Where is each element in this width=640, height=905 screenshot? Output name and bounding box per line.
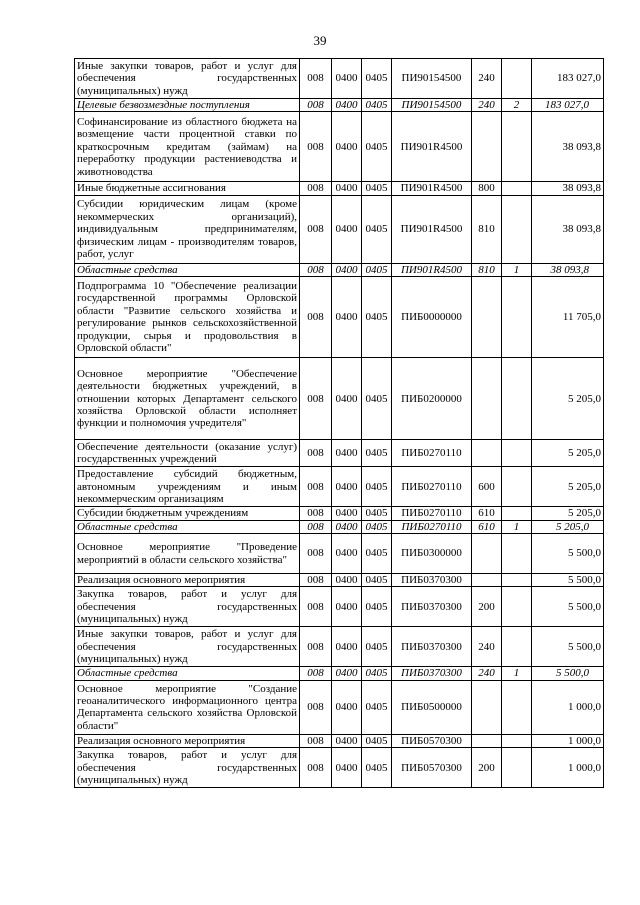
funding-source-cell: [502, 574, 532, 587]
subsection-code-cell: 0405: [362, 587, 392, 627]
subsection-code-cell: 0405: [362, 667, 392, 680]
admin-code-cell: 008: [300, 507, 332, 520]
table-row: [75, 587, 604, 627]
expense-type-cell: [472, 734, 502, 747]
admin-code-cell: 008: [300, 667, 332, 680]
table-row: [75, 667, 604, 680]
row-name-cell: Субсидии бюджетным учреждениям: [75, 507, 300, 520]
subsection-code-cell: 0405: [362, 263, 392, 276]
amount-cell: 5 205,0: [532, 467, 604, 507]
expense-type-cell: [472, 112, 502, 182]
table-row: [75, 277, 604, 358]
admin-code-cell: 008: [300, 520, 332, 533]
admin-code-cell: 008: [300, 734, 332, 747]
section-code-cell: 0400: [332, 520, 362, 533]
amount-cell: 5 205,0: [532, 440, 604, 467]
section-code-cell: 0400: [332, 112, 362, 182]
funding-source-cell: [502, 507, 532, 520]
section-code-cell: 0400: [332, 263, 362, 276]
row-name-cell: Областные средства: [75, 520, 300, 533]
expense-type-cell: [472, 574, 502, 587]
admin-code-cell: 008: [300, 627, 332, 667]
target-article-cell: ПИ90154500: [392, 99, 472, 112]
row-name-cell: Основное мероприятие "Создание геоаналитического информационного центра Департамента сельского хозяйства Орловской области": [75, 680, 300, 734]
subsection-code-cell: 0405: [362, 734, 392, 747]
funding-source-cell: [502, 534, 532, 574]
row-name-cell: Основное мероприятие "Проведение мероприятий в области сельского хозяйства": [75, 534, 300, 574]
table-row: [75, 574, 604, 587]
row-name-cell: Областные средства: [75, 263, 300, 276]
table-row: [75, 627, 604, 667]
expense-type-cell: 240: [472, 667, 502, 680]
expense-type-cell: 810: [472, 263, 502, 276]
admin-code-cell: 008: [300, 440, 332, 467]
table-row: [75, 680, 604, 734]
table-row: [75, 467, 604, 507]
subsection-code-cell: 0405: [362, 507, 392, 520]
section-code-cell: 0400: [332, 467, 362, 507]
subsection-code-cell: 0405: [362, 574, 392, 587]
table-row: [75, 182, 604, 195]
funding-source-cell: [502, 182, 532, 195]
target-article-cell: ПИБ0000000: [392, 277, 472, 358]
funding-source-cell: [502, 440, 532, 467]
row-name-cell: Иные бюджетные ассигнования: [75, 182, 300, 195]
expense-type-cell: [472, 440, 502, 467]
amount-cell: 183 027,0: [532, 99, 604, 112]
target-article-cell: ПИБ0370300: [392, 667, 472, 680]
amount-cell: 5 500,0: [532, 667, 604, 680]
target-article-cell: ПИ90154500: [392, 59, 472, 99]
expense-type-cell: 600: [472, 467, 502, 507]
row-name-cell: Субсидии юридическим лицам (кроме некоммерческих организаций), индивидуальным предпринимателям, физическим лицам - производителям товаров, работ, услуг: [75, 195, 300, 263]
subsection-code-cell: 0405: [362, 358, 392, 440]
table-row: [75, 520, 604, 533]
amount-cell: 1 000,0: [532, 680, 604, 734]
expense-type-cell: [472, 534, 502, 574]
amount-cell: 11 705,0: [532, 277, 604, 358]
amount-cell: 5 500,0: [532, 534, 604, 574]
amount-cell: 38 093,8: [532, 263, 604, 276]
subsection-code-cell: 0405: [362, 59, 392, 99]
row-name-cell: Закупка товаров, работ и услуг для обеспечения государственных (муниципальных) нужд: [75, 587, 300, 627]
expense-type-cell: 610: [472, 507, 502, 520]
subsection-code-cell: 0405: [362, 112, 392, 182]
table-row: [75, 507, 604, 520]
admin-code-cell: 008: [300, 195, 332, 263]
section-code-cell: 0400: [332, 59, 362, 99]
expense-type-cell: 200: [472, 587, 502, 627]
amount-cell: 5 500,0: [532, 587, 604, 627]
expense-type-cell: 200: [472, 748, 502, 788]
admin-code-cell: 008: [300, 99, 332, 112]
target-article-cell: ПИБ0270110: [392, 440, 472, 467]
section-code-cell: 0400: [332, 734, 362, 747]
subsection-code-cell: 0405: [362, 99, 392, 112]
target-article-cell: ПИБ0570300: [392, 748, 472, 788]
row-name-cell: Основное мероприятие "Обеспечение деятельности бюджетных учреждений, в отношении которых Департамент сельского хозяйства Орловской области исполняет функции и полномочия учредителя": [75, 358, 300, 440]
section-code-cell: 0400: [332, 277, 362, 358]
subsection-code-cell: 0405: [362, 520, 392, 533]
funding-source-cell: [502, 627, 532, 667]
table-row: [75, 534, 604, 574]
section-code-cell: 0400: [332, 667, 362, 680]
section-code-cell: 0400: [332, 748, 362, 788]
expense-type-cell: 800: [472, 182, 502, 195]
section-code-cell: 0400: [332, 195, 362, 263]
expense-type-cell: 810: [472, 195, 502, 263]
expense-type-cell: 240: [472, 59, 502, 99]
expense-type-cell: 240: [472, 627, 502, 667]
amount-cell: 38 093,8: [532, 195, 604, 263]
section-code-cell: 0400: [332, 627, 362, 667]
funding-source-cell: [502, 195, 532, 263]
admin-code-cell: 008: [300, 680, 332, 734]
expense-type-cell: [472, 680, 502, 734]
amount-cell: 5 205,0: [532, 520, 604, 533]
table-row: [75, 263, 604, 276]
subsection-code-cell: 0405: [362, 440, 392, 467]
funding-source-cell: 1: [502, 520, 532, 533]
admin-code-cell: 008: [300, 59, 332, 99]
target-article-cell: ПИБ0570300: [392, 734, 472, 747]
section-code-cell: 0400: [332, 358, 362, 440]
amount-cell: 1 000,0: [532, 748, 604, 788]
funding-source-cell: 2: [502, 99, 532, 112]
admin-code-cell: 008: [300, 112, 332, 182]
row-name-cell: Целевые безвозмездные поступления: [75, 99, 300, 112]
row-name-cell: Реализация основного мероприятия: [75, 574, 300, 587]
funding-source-cell: [502, 680, 532, 734]
subsection-code-cell: 0405: [362, 277, 392, 358]
admin-code-cell: 008: [300, 182, 332, 195]
funding-source-cell: 1: [502, 263, 532, 276]
target-article-cell: ПИБ0500000: [392, 680, 472, 734]
amount-cell: 5 205,0: [532, 358, 604, 440]
funding-source-cell: [502, 587, 532, 627]
admin-code-cell: 008: [300, 587, 332, 627]
admin-code-cell: 008: [300, 748, 332, 788]
target-article-cell: ПИБ0370300: [392, 587, 472, 627]
funding-source-cell: [502, 734, 532, 747]
amount-cell: 38 093,8: [532, 182, 604, 195]
funding-source-cell: [502, 112, 532, 182]
amount-cell: 38 093,8: [532, 112, 604, 182]
target-article-cell: ПИБ0270110: [392, 520, 472, 533]
page-number: 39: [313, 33, 327, 48]
target-article-cell: ПИ901R4500: [392, 112, 472, 182]
row-name-cell: Областные средства: [75, 667, 300, 680]
subsection-code-cell: 0405: [362, 534, 392, 574]
subsection-code-cell: 0405: [362, 748, 392, 788]
funding-source-cell: [502, 358, 532, 440]
target-article-cell: ПИ901R4500: [392, 263, 472, 276]
budget-table: [74, 58, 604, 788]
expense-type-cell: [472, 358, 502, 440]
admin-code-cell: 008: [300, 534, 332, 574]
section-code-cell: 0400: [332, 507, 362, 520]
amount-cell: 183 027,0: [532, 59, 604, 99]
subsection-code-cell: 0405: [362, 182, 392, 195]
admin-code-cell: 008: [300, 467, 332, 507]
expense-type-cell: [472, 277, 502, 358]
target-article-cell: ПИБ0200000: [392, 358, 472, 440]
target-article-cell: ПИ901R4500: [392, 182, 472, 195]
row-name-cell: Обеспечение деятельности (оказание услуг) государственных учреждений: [75, 440, 300, 467]
amount-cell: 5 500,0: [532, 574, 604, 587]
subsection-code-cell: 0405: [362, 195, 392, 263]
section-code-cell: 0400: [332, 680, 362, 734]
section-code-cell: 0400: [332, 440, 362, 467]
amount-cell: 1 000,0: [532, 734, 604, 747]
subsection-code-cell: 0405: [362, 627, 392, 667]
target-article-cell: ПИБ0370300: [392, 627, 472, 667]
section-code-cell: 0400: [332, 534, 362, 574]
subsection-code-cell: 0405: [362, 467, 392, 507]
funding-source-cell: 1: [502, 667, 532, 680]
table-row: [75, 748, 604, 788]
funding-source-cell: [502, 277, 532, 358]
table-row: [75, 440, 604, 467]
table-row: [75, 59, 604, 99]
row-name-cell: Закупка товаров, работ и услуг для обеспечения государственных (муниципальных) нужд: [75, 748, 300, 788]
section-code-cell: 0400: [332, 99, 362, 112]
row-name-cell: Иные закупки товаров, работ и услуг для обеспечения государственных (муниципальных) нужд: [75, 627, 300, 667]
section-code-cell: 0400: [332, 182, 362, 195]
row-name-cell: Софинансирование из областного бюджета на возмещение части процентной ставки по краткосрочным кредитам (займам) на переработку продукции растениеводства и животноводства: [75, 112, 300, 182]
section-code-cell: 0400: [332, 587, 362, 627]
subsection-code-cell: 0405: [362, 680, 392, 734]
funding-source-cell: [502, 748, 532, 788]
expense-type-cell: 240: [472, 99, 502, 112]
admin-code-cell: 008: [300, 277, 332, 358]
funding-source-cell: [502, 467, 532, 507]
row-name-cell: Подпрограмма 10 "Обеспечение реализации государственной программы Орловской области "Развитие сельского хозяйства и регулирование рынков сельскохозяйственной продукции, сырья и продовольствия в Орловской области": [75, 277, 300, 358]
row-name-cell: Предоставление субсидий бюджетным, автономным учреждениям и иным некоммерческим организациям: [75, 467, 300, 507]
section-code-cell: 0400: [332, 574, 362, 587]
amount-cell: 5 205,0: [532, 507, 604, 520]
row-name-cell: Иные закупки товаров, работ и услуг для обеспечения государственных (муниципальных) нужд: [75, 59, 300, 99]
target-article-cell: ПИ901R4500: [392, 195, 472, 263]
table-row: [75, 112, 604, 182]
table-row: [75, 99, 604, 112]
target-article-cell: ПИБ0300000: [392, 534, 472, 574]
expense-type-cell: 610: [472, 520, 502, 533]
row-name-cell: Реализация основного мероприятия: [75, 734, 300, 747]
target-article-cell: ПИБ0370300: [392, 574, 472, 587]
table-row: [75, 195, 604, 263]
admin-code-cell: 008: [300, 358, 332, 440]
funding-source-cell: [502, 59, 532, 99]
admin-code-cell: 008: [300, 574, 332, 587]
table-row: [75, 358, 604, 440]
admin-code-cell: 008: [300, 263, 332, 276]
target-article-cell: ПИБ0270110: [392, 467, 472, 507]
target-article-cell: ПИБ0270110: [392, 507, 472, 520]
amount-cell: 5 500,0: [532, 627, 604, 667]
table-row: [75, 734, 604, 747]
